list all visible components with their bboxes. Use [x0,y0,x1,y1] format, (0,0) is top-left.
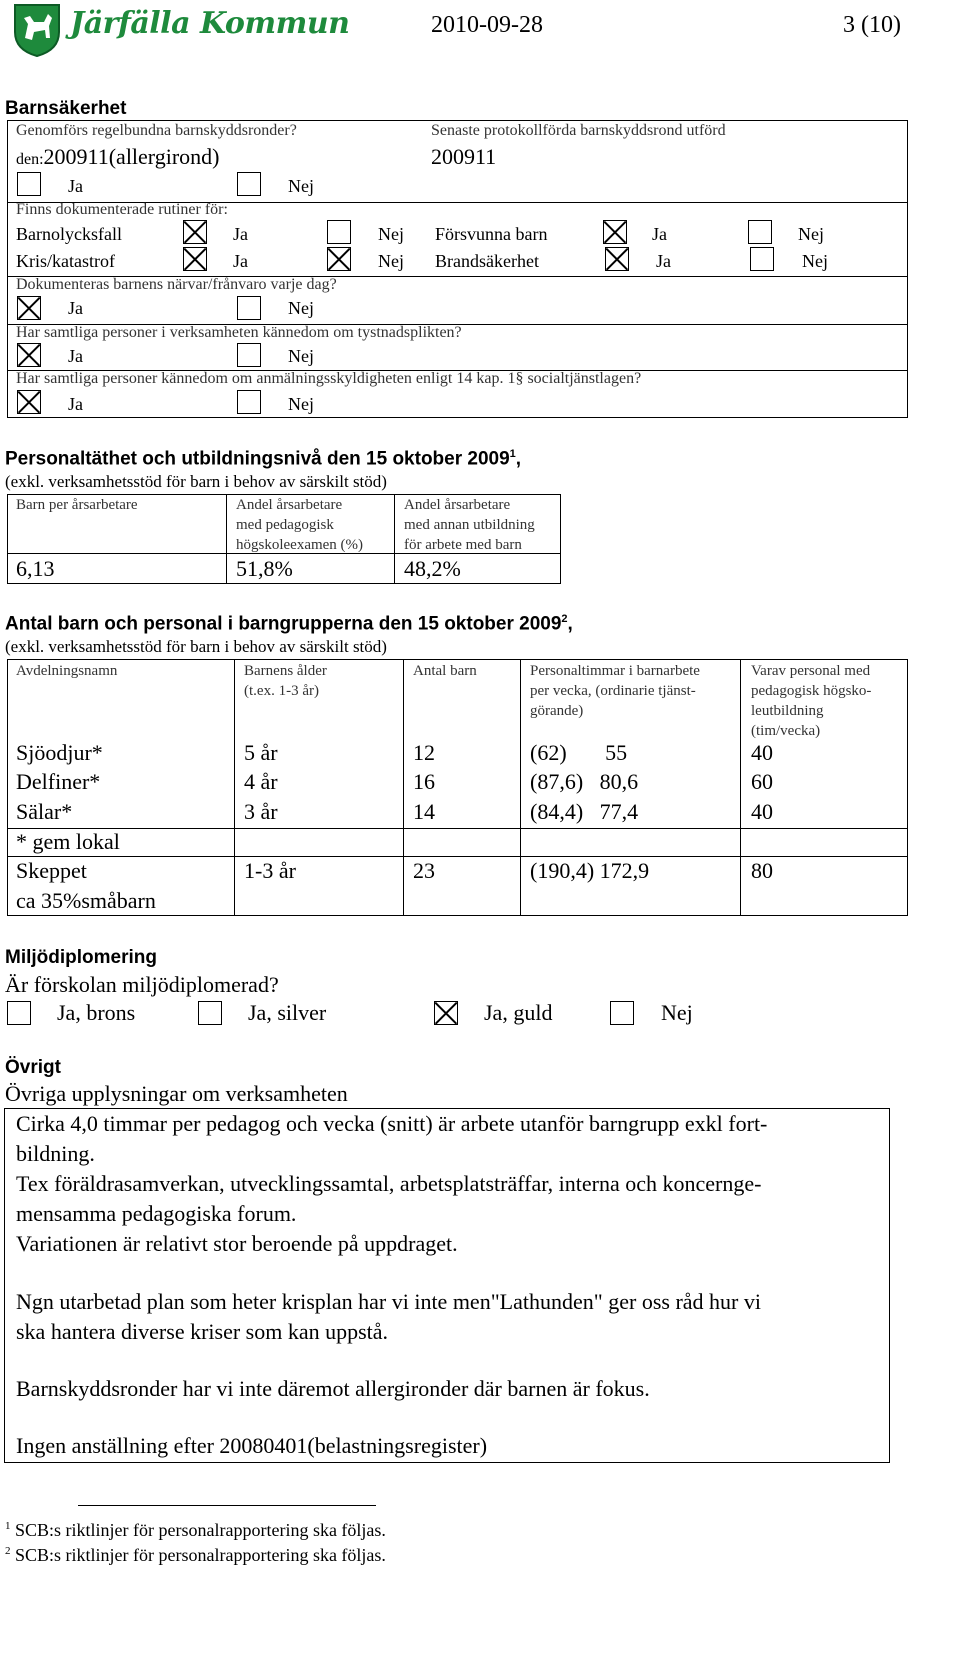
label-ja: Ja [68,394,83,414]
cell-age: 4 år [244,769,278,794]
checkbox-brons[interactable] [7,1001,31,1025]
label-nej: Nej [378,224,404,244]
col-header-personaltimmar [530,661,700,721]
cell-antal: 12 [413,740,435,765]
label-guld: Ja, guld [484,1000,553,1025]
cell-timmar: (62) 55 [530,740,628,765]
header-line: görande) [530,703,584,719]
checkbox-brand-ja[interactable] [605,247,629,271]
checkbox-anmalning-nej[interactable] [237,390,261,414]
label-silver: Ja, silver [248,1000,327,1025]
den-row [16,144,220,170]
cell-antal: 16 [413,769,435,794]
senaste-value: 200911 [431,144,497,169]
section-heading-miljo: Miljödiplomering [5,947,157,968]
header-line: (t.ex. 1-3 år) [244,683,319,699]
footnote-ref: 1 [509,448,516,460]
col-divider [520,659,521,916]
cell-age: 1-3 år [244,858,296,883]
text-line: Variationen är relativt stor beroende på uppdraget. [16,1231,458,1256]
section-heading-personaltathet [5,448,521,470]
checkbox-kris-ja[interactable] [183,247,207,271]
text-line: bildning. [16,1141,95,1166]
col-header-alder [244,661,327,701]
miljo-question: Är förskolan miljödiplomerad? [5,972,279,997]
checkbox-barnolycksfall-ja[interactable] [183,220,207,244]
label-rutiner: Finns dokumenterade rutiner för: [16,201,228,218]
section-heading-barnsakerhet: Barnsäkerhet [5,98,127,119]
section-heading-barngrupper [5,613,573,635]
label-nej: Nej [288,346,314,366]
cell-timmar: (190,4) 172,9 [530,858,650,883]
col-divider [403,659,404,916]
heading-text: Antal barn och personal i barngrupperna den 15 oktober 2009 [5,613,562,635]
checkbox-guld[interactable] [434,1001,458,1025]
checkbox-forsvunna-nej[interactable] [748,220,772,244]
cell-pedagogisk: 80 [751,858,773,883]
header-line: Varav personal med [751,663,871,679]
header-line: Andel årsarbetare [404,497,511,513]
checkbox-tystnadsplikt-ja[interactable] [17,343,41,367]
question-anmalningsskyldighet: Har samtliga personer kännedom om anmälningsskyldigheten enligt 14 kap. 1§ socialtjänstlagen? [16,370,642,387]
footnote-separator [78,1505,376,1506]
label-ja: Ja [68,298,83,318]
col-header-barn-per-arsarbetare: Barn per årsarbetare [16,497,138,513]
col-header-pedagogisk [751,661,871,741]
text-line: Barnskyddsronder har vi inte däremot allergironder där barnen är fokus. [16,1376,650,1401]
checkbox-regelbundna-nej[interactable] [237,172,261,196]
cell-timmar: (84,4) 77,4 [530,799,639,824]
checkbox-narvaro-ja[interactable] [17,296,41,320]
col-divider [394,494,395,584]
spacer [16,1259,876,1287]
label-nej: Nej [378,251,404,271]
label-brand: Brandsäkerhet [435,251,539,271]
checkbox-silver[interactable] [198,1001,222,1025]
label-nej: Nej [288,298,314,318]
footnote-number: 1 [5,1520,11,1532]
label-brons: Ja, brons [57,1000,136,1025]
header-line: (tim/vecka) [751,723,821,739]
heading-text: Personaltäthet och utbildningsnivå den 15 oktober 2009 [5,448,510,470]
cell-pedagogisk: 40 [751,740,773,765]
heading-trailing: , [567,613,573,635]
row-divider [7,856,908,857]
text-line: mensamma pedagogiska forum. [16,1201,297,1226]
text-line: Cirka 4,0 timmar per pedagog och vecka (snitt) är arbete utanför barngrupp exkl fort- [16,1111,768,1136]
col-divider [740,659,741,916]
footnote-1 [5,1520,386,1541]
section-subtitle: (exkl. verksamhetsstöd för barn i behov av särskilt stöd) [5,472,387,491]
footnote-number: 2 [5,1545,11,1557]
label-nej: Nej [798,224,824,244]
label-ja: Ja [68,346,83,366]
ovrigt-subtitle: Övriga upplysningar om verksamheten [5,1081,348,1106]
cell-age: 3 år [244,799,278,824]
question-tystnadsplikt: Har samtliga personer i verksamheten kännedom om tystnadsplikten? [16,324,462,341]
section-subtitle: (exkl. verksamhetsstöd för barn i behov av särskilt stöd) [5,637,387,656]
label-kris: Kris/katastrof [16,251,115,271]
label-ja: Ja [652,224,667,244]
checkbox-narvaro-nej[interactable] [237,296,261,320]
label-nej: Nej [661,1000,693,1025]
text-line: Tex föräldrasamverkan, utvecklingssamtal, arbetsplatsträffar, interna och koncernge- [16,1171,762,1196]
question-narvaro: Dokumenteras barnens närvar/frånvaro varje dag? [16,276,337,293]
heading-trailing: , [515,448,522,470]
footnote-ref: 2 [561,613,568,625]
col-header-annan-utbildning [404,495,535,555]
cell-name: ca 35%småbarn [16,888,156,913]
col-divider [234,659,235,916]
checkbox-regelbundna-ja[interactable] [17,172,41,196]
label-barnolycksfall: Barnolycksfall [16,224,122,244]
header-line: med pedagogisk [236,517,334,533]
value-barn-per-arsarbetare: 6,13 [16,556,55,581]
cell-name: Skeppet [16,858,87,883]
label-nej: Nej [802,251,828,271]
label-ja: Ja [233,224,248,244]
label-ja: Ja [656,251,671,271]
cell-age: 5 år [244,740,278,765]
cell-antal: 23 [413,858,435,883]
value-pedagogisk: 51,8% [236,556,293,581]
ovrigt-text [16,1109,876,1461]
col-divider [226,494,227,584]
label-ja: Ja [68,176,83,196]
footnote-text: SCB:s riktlinjer för personalrapportering ska följas. [15,1520,386,1540]
col-header-avdelningsnamn: Avdelningsnamn [16,663,118,679]
header-line: med annan utbildning [404,517,535,533]
cell-antal: 14 [413,799,435,824]
cell-pedagogisk: 60 [751,769,773,794]
municipality-logo-icon [12,2,62,58]
checkbox-tystnadsplikt-nej[interactable] [237,343,261,367]
cell-name: Sälar* [16,799,73,824]
header-line: pedagogisk högsko- [751,683,872,699]
header-line: per vecka, (ordinarie tjänst- [530,683,696,699]
header-line: för arbete med barn [404,537,522,553]
checkbox-kris-nej[interactable] [327,247,351,271]
footnote-text: SCB:s riktlinjer för personalrapportering ska följas. [15,1545,386,1565]
document-date: 2010-09-28 [431,12,543,38]
section-heading-ovrigt: Övrigt [5,1057,61,1078]
cell-name: Sjöodjur* [16,740,103,765]
header-line: Andel årsarbetare [236,497,343,513]
page-number: 3 (10) [843,12,901,38]
header-line: högskoleexamen (%) [236,537,364,553]
header-line: Personaltimmar i barnarbete [530,663,700,679]
checkbox-brand-nej[interactable] [750,247,774,271]
cell-name: * gem lokal [16,829,120,854]
text-line: Ngn utarbetad plan som heter krisplan har vi inte men"Lathunden" ger oss råd hur vi [16,1289,761,1314]
spacer [16,1404,876,1431]
footnote-2 [5,1545,386,1566]
label-ja: Ja [233,251,248,271]
value-annan-utbildning: 48,2% [404,556,461,581]
cell-timmar: (87,6) 80,6 [530,769,639,794]
label-forsvunna: Försvunna barn [435,224,548,244]
spacer [16,1347,876,1374]
col-header-pedagogisk [236,495,363,555]
checkbox-anmalning-ja[interactable] [17,390,41,414]
logo-wordmark: Järfälla Kommun [70,6,350,41]
den-value: 200911(allergirond) [43,144,220,169]
question-regelbundna: Genomförs regelbundna barnskyddsronder? [16,122,297,139]
header-line: Barnens ålder [244,663,327,679]
text-line: ska hantera diverse kriser som kan uppstå. [16,1319,389,1344]
col-header-antal-barn: Antal barn [413,663,477,679]
cell-name: Delfiner* [16,769,101,794]
checkbox-nej[interactable] [610,1001,634,1025]
checkbox-forsvunna-ja[interactable] [603,220,627,244]
cell-pedagogisk: 40 [751,799,773,824]
label-nej: Nej [288,394,314,414]
row-divider [7,828,908,829]
checkbox-barnolycksfall-nej[interactable] [327,220,351,244]
label-nej: Nej [288,176,314,196]
label-senaste: Senaste protokollförda barnskyddsrond utförd [431,122,726,139]
text-line: Ingen anställning efter 20080401(belastningsregister) [16,1433,488,1458]
header-line: leutbildning [751,703,824,719]
den-label: den: [16,151,44,168]
